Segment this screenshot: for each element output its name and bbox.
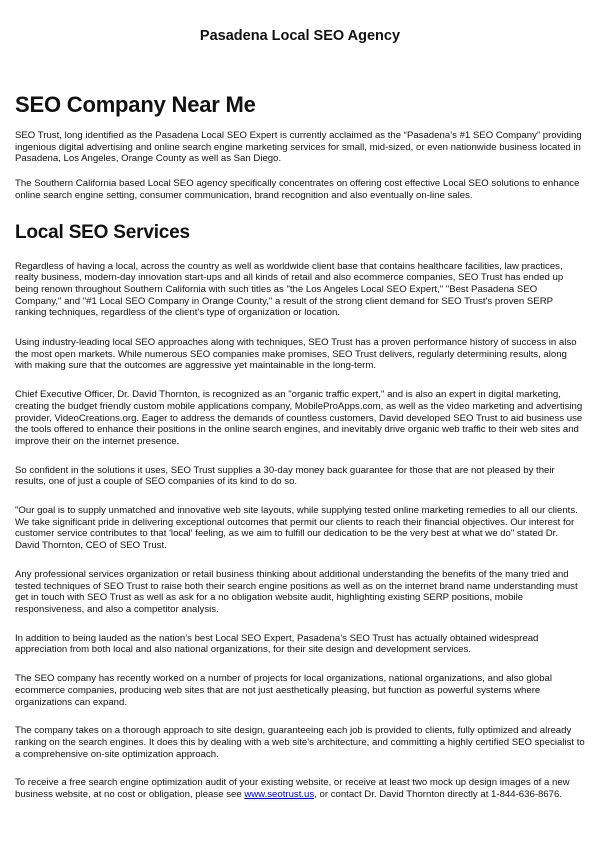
seotrust-link[interactable]: www.seotrust.us xyxy=(244,789,315,801)
body-paragraph-1: Regardless of having a local, across the country as well as worldwide client base that contains healthcare facilities, law practices, realty business, modern-day innovation start-ups and all kinds of retail and also ecommerce companies, SEO Trust has ended up being renown throughout Southern California with such titles as "the Los Angeles Local SEO Expert," "Best Pasadena SEO Company," and "#1 Local SEO Company in Orange County," a result of the strong client demand for SEO Trust's proven SERP ranking techniques, regardless of the client's type of organization or location. xyxy=(15,260,564,319)
body-paragraph-7: In addition to being lauded as the nation’s best Local SEO Expert, Pasadena’s SEO Trust has actually obtained widespread appreciation from both local and also national organizations, for their site design and development services. xyxy=(15,632,539,656)
body-paragraph-8: The SEO company has recently worked on a number of projects for local organizations, national organizations, and also global ecommerce companies, producing web sites that are not just aesthetically pleasing, but function as powerful systems where organizations can expand. xyxy=(15,673,553,708)
body-paragraph-6: Any professional services organization or retail business thinking about additional understanding the benefits of the many tried and tested techniques of SEO Trust to raise both their search engine positions as well as on the internet brand name understanding must get in touch with SEO Trust as well as ask for a no obligation website audit, highlighting existing SERP positions, mobile responsiveness, and also a competitor analysis. xyxy=(15,568,578,615)
article-heading: SEO Company Near Me xyxy=(15,92,256,117)
body-paragraph-4: So confident in the solutions it uses, SEO Trust supplies a 30-day money back guarantee for those that are not pleased by their results, one of just a couple of SEO companies of its kind to do so. xyxy=(15,464,555,488)
closing-text-after: , or contact Dr. David Thornton directly at 1-844-636-8676. xyxy=(314,789,562,801)
body-paragraph-3: Chief Executive Officer, Dr. David Thornton, is recognized as an "organic traffic expert," and is also an expert in digital marketing, creating the budget friendly custom mobile applications company, MobileProApps.com, as well as the video marketing and advertising provider, VideoCreations.org. Eager to address the demands of countless customers, David developed SEO Trust to aid business use the tools offered to enhance their positions in the online search engines, and inevitably drive organic web traffic to their web sites and improve their on the internet presence. xyxy=(15,389,583,447)
closing-text-before: To receive a free search engine optimization audit of your existing website, or receive at least two mock up design images of a new business website, at no cost or obligation, please see xyxy=(15,777,570,801)
closing-paragraph xyxy=(15,777,585,800)
section-heading: Local SEO Services xyxy=(15,221,190,243)
page-header-title: Pasadena Local SEO Agency xyxy=(199,28,401,44)
body-paragraph-5: "Our goal is to supply unmatched and innovative web site layouts, while supplying tested online marketing remedies to all our clients. We take significant pride in delivering exceptional outcomes that permit our clients to reach their financial objectives. Our interest for customer service contributes to that 'local' feeling, as we aim to fulfill our dedication to be the very best at what we do" stated Dr. David Thornton, CEO of SEO Trust. xyxy=(15,505,578,552)
body-paragraph-9: The company takes on a thorough approach to site design, guaranteeing each job is provided to clients, fully optimized and already ranking on the search engines. It does this by dealing with a web site's architecture, and committing a highly certified SEO specialist to a comprehensive on-site optimization approach. xyxy=(15,725,585,760)
intro-paragraph-2: The Southern California based Local SEO agency specifically concentrates on offering cost effective Local SEO solutions to enhance online search engine setting, consumer communication, brand recognition and also eventually on-line sales. xyxy=(15,178,580,201)
body-paragraph-2: Using industry-leading local SEO approaches along with techniques, SEO Trust has a proven performance history of success in also the most open markets. While numerous SEO companies make promises, SEO Trust delivers, regularly determining results, along with making sure that the outcomes are aggressive yet maintainable in the long-term. xyxy=(15,337,577,372)
intro-paragraph-1: SEO Trust, long identified as the Pasadena Local SEO Expert is currently acclaimed as the “Pasadena’s #1 SEO Company” providing ingenious digital advertising and online search engine marketing services for small, mid-sized, or even nationwide business located in Pasadena, Los Angeles, Orange County as well as San Diego. xyxy=(15,130,582,165)
